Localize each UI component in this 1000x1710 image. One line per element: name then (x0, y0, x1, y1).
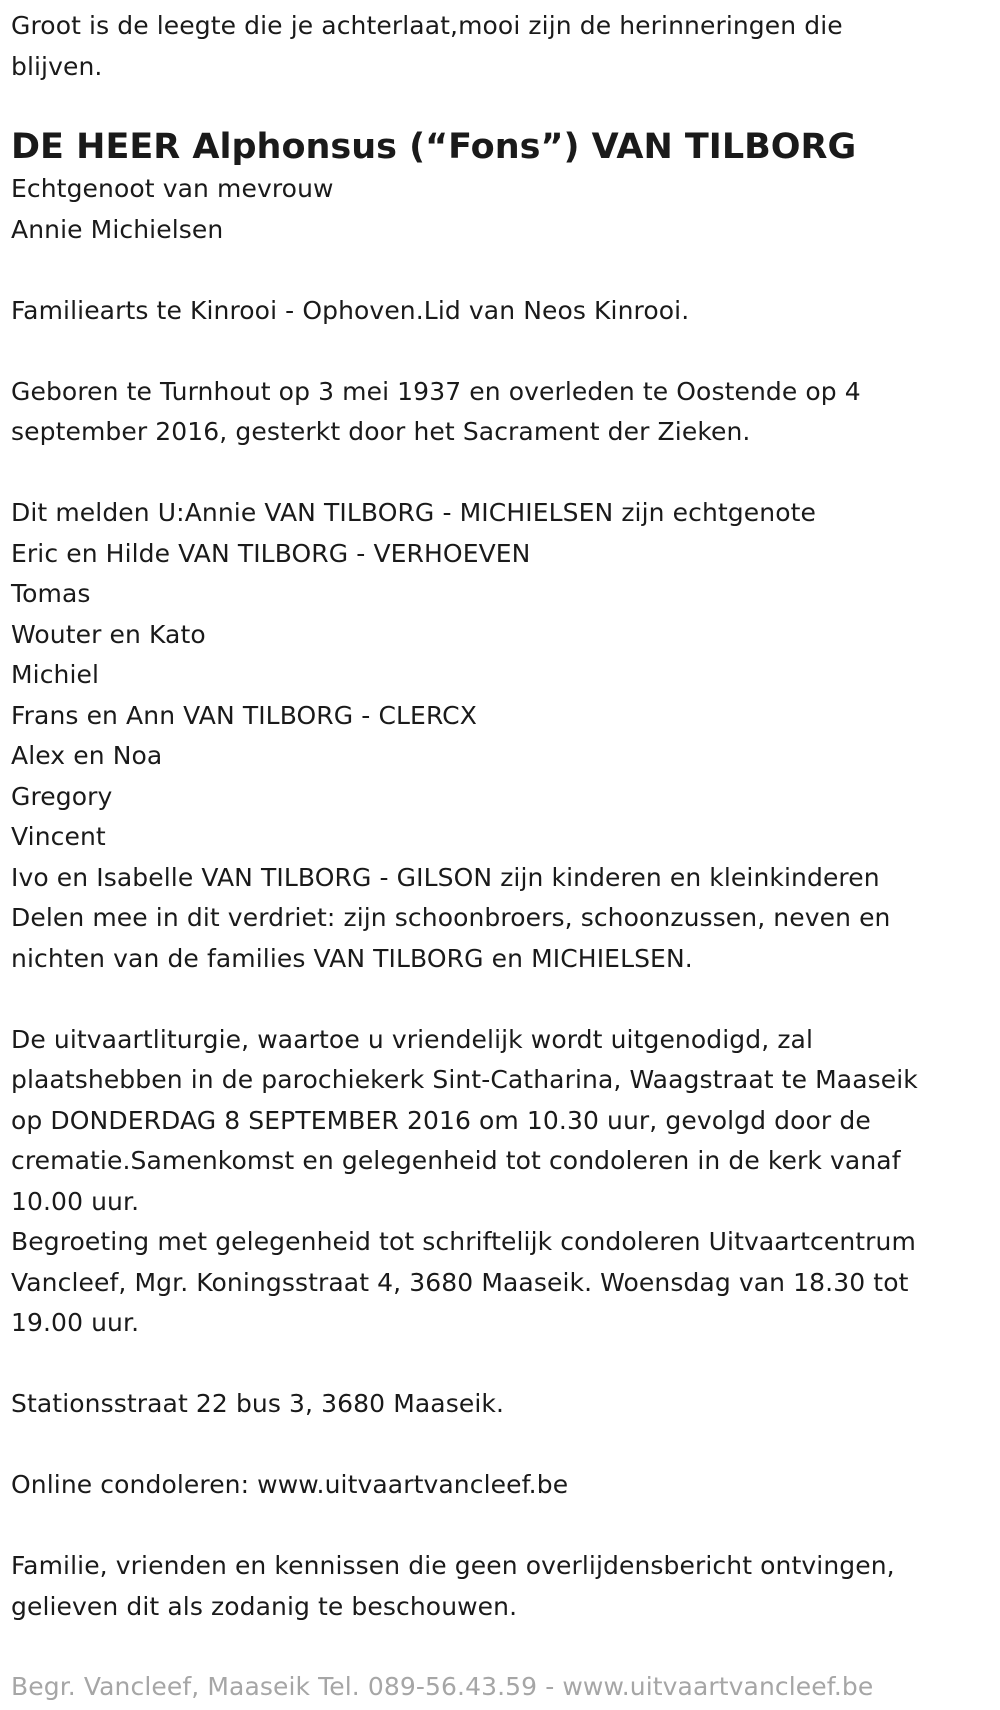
closing-section (11, 1546, 989, 1627)
motto-line: blijven. (11, 51, 103, 81)
birth-death-section (11, 372, 989, 453)
spouse-line: Echtgenoot van mevrouw (11, 174, 334, 203)
family-line: nichten van de families VAN TILBORG en MICHIELSEN. (11, 943, 693, 973)
spacer (11, 250, 989, 291)
family-line: Gregory (11, 781, 113, 811)
spacer (11, 331, 989, 372)
funeral-home-footer: Begr. Vancleef, Maaseik Tel. 089-56.43.59 - www.uitvaartvancleef.be (11, 1672, 874, 1701)
family-line: Wouter en Kato (11, 619, 206, 649)
family-line: Tomas (11, 579, 91, 608)
spacer (11, 453, 989, 494)
deceased-name-heading: DE HEER Alphonsus (“Fons”) VAN TILBORG (11, 127, 857, 167)
closing-line: Familie, vrienden en kennissen die geen overlijdensbericht ontvingen, (11, 1551, 895, 1580)
spacer (11, 1425, 989, 1466)
closing-line: gelieven dit als zodanig te beschouwen. (11, 1591, 518, 1621)
family-line: Alex en Noa (11, 741, 163, 770)
family-line: Frans en Ann VAN TILBORG - CLERCX (11, 700, 477, 730)
ceremony-line: Vancleef, Mgr. Koningsstraat 4, 3680 Maaseik. Woensdag van 18.30 tot (11, 1267, 909, 1297)
ceremony-line: De uitvaartliturgie, waartoe u vriendelijk wordt uitgenodigd, zal (11, 1024, 814, 1054)
spacer (11, 1627, 989, 1667)
family-section (11, 493, 989, 979)
spouse-section (11, 169, 989, 250)
ceremony-section (11, 1020, 989, 1344)
motto (11, 6, 989, 87)
home-address: Stationsstraat 22 bus 3, 3680 Maaseik. (11, 1389, 504, 1418)
ceremony-line: Begroeting met gelegenheid tot schriftelijk condoleren Uitvaartcentrum (11, 1227, 916, 1256)
occupation-text: Familiearts te Kinrooi - Ophoven.Lid van Neos Kinrooi. (11, 295, 690, 325)
family-line: Ivo en Isabelle VAN TILBORG - GILSON zijn kinderen en kleinkinderen (11, 862, 880, 892)
ceremony-line: crematie.Samenkomst en gelegenheid tot condoleren in de kerk vanaf (11, 1146, 901, 1175)
family-line: Michiel (11, 660, 100, 689)
birth-death-line: Geboren te Turnhout op 3 mei 1937 en overleden te Oostende op 4 (11, 376, 861, 406)
spacer (11, 979, 989, 1020)
ceremony-line: 19.00 uur. (11, 1308, 140, 1337)
ceremony-line: plaatshebben in de parochiekerk Sint-Catharina, Waagstraat te Maaseik (11, 1065, 918, 1094)
family-line: Delen mee in dit verdriet: zijn schoonbroers, schoonzussen, neven en (11, 903, 891, 932)
family-line: Dit melden U:Annie VAN TILBORG - MICHIELSEN zijn echtgenote (11, 498, 816, 527)
family-line: Eric en Hilde VAN TILBORG - VERHOEVEN (11, 538, 531, 568)
ceremony-line: op DONDERDAG 8 SEPTEMBER 2016 om 10.30 uur, gevolgd door de (11, 1105, 871, 1135)
spouse-line: Annie Michielsen (11, 214, 224, 244)
ceremony-line: 10.00 uur. (11, 1186, 140, 1216)
spacer (11, 1344, 989, 1385)
spacer (11, 1506, 989, 1547)
motto-line: Groot is de leegte die je achterlaat,mooi zijn de herinneringen die (11, 11, 843, 40)
birth-death-line: september 2016, gesterkt door het Sacrament der Zieken. (11, 417, 751, 446)
online-condolence-text: Online condoleren: www.uitvaartvancleef.be (11, 1470, 569, 1499)
family-line: Vincent (11, 822, 106, 851)
